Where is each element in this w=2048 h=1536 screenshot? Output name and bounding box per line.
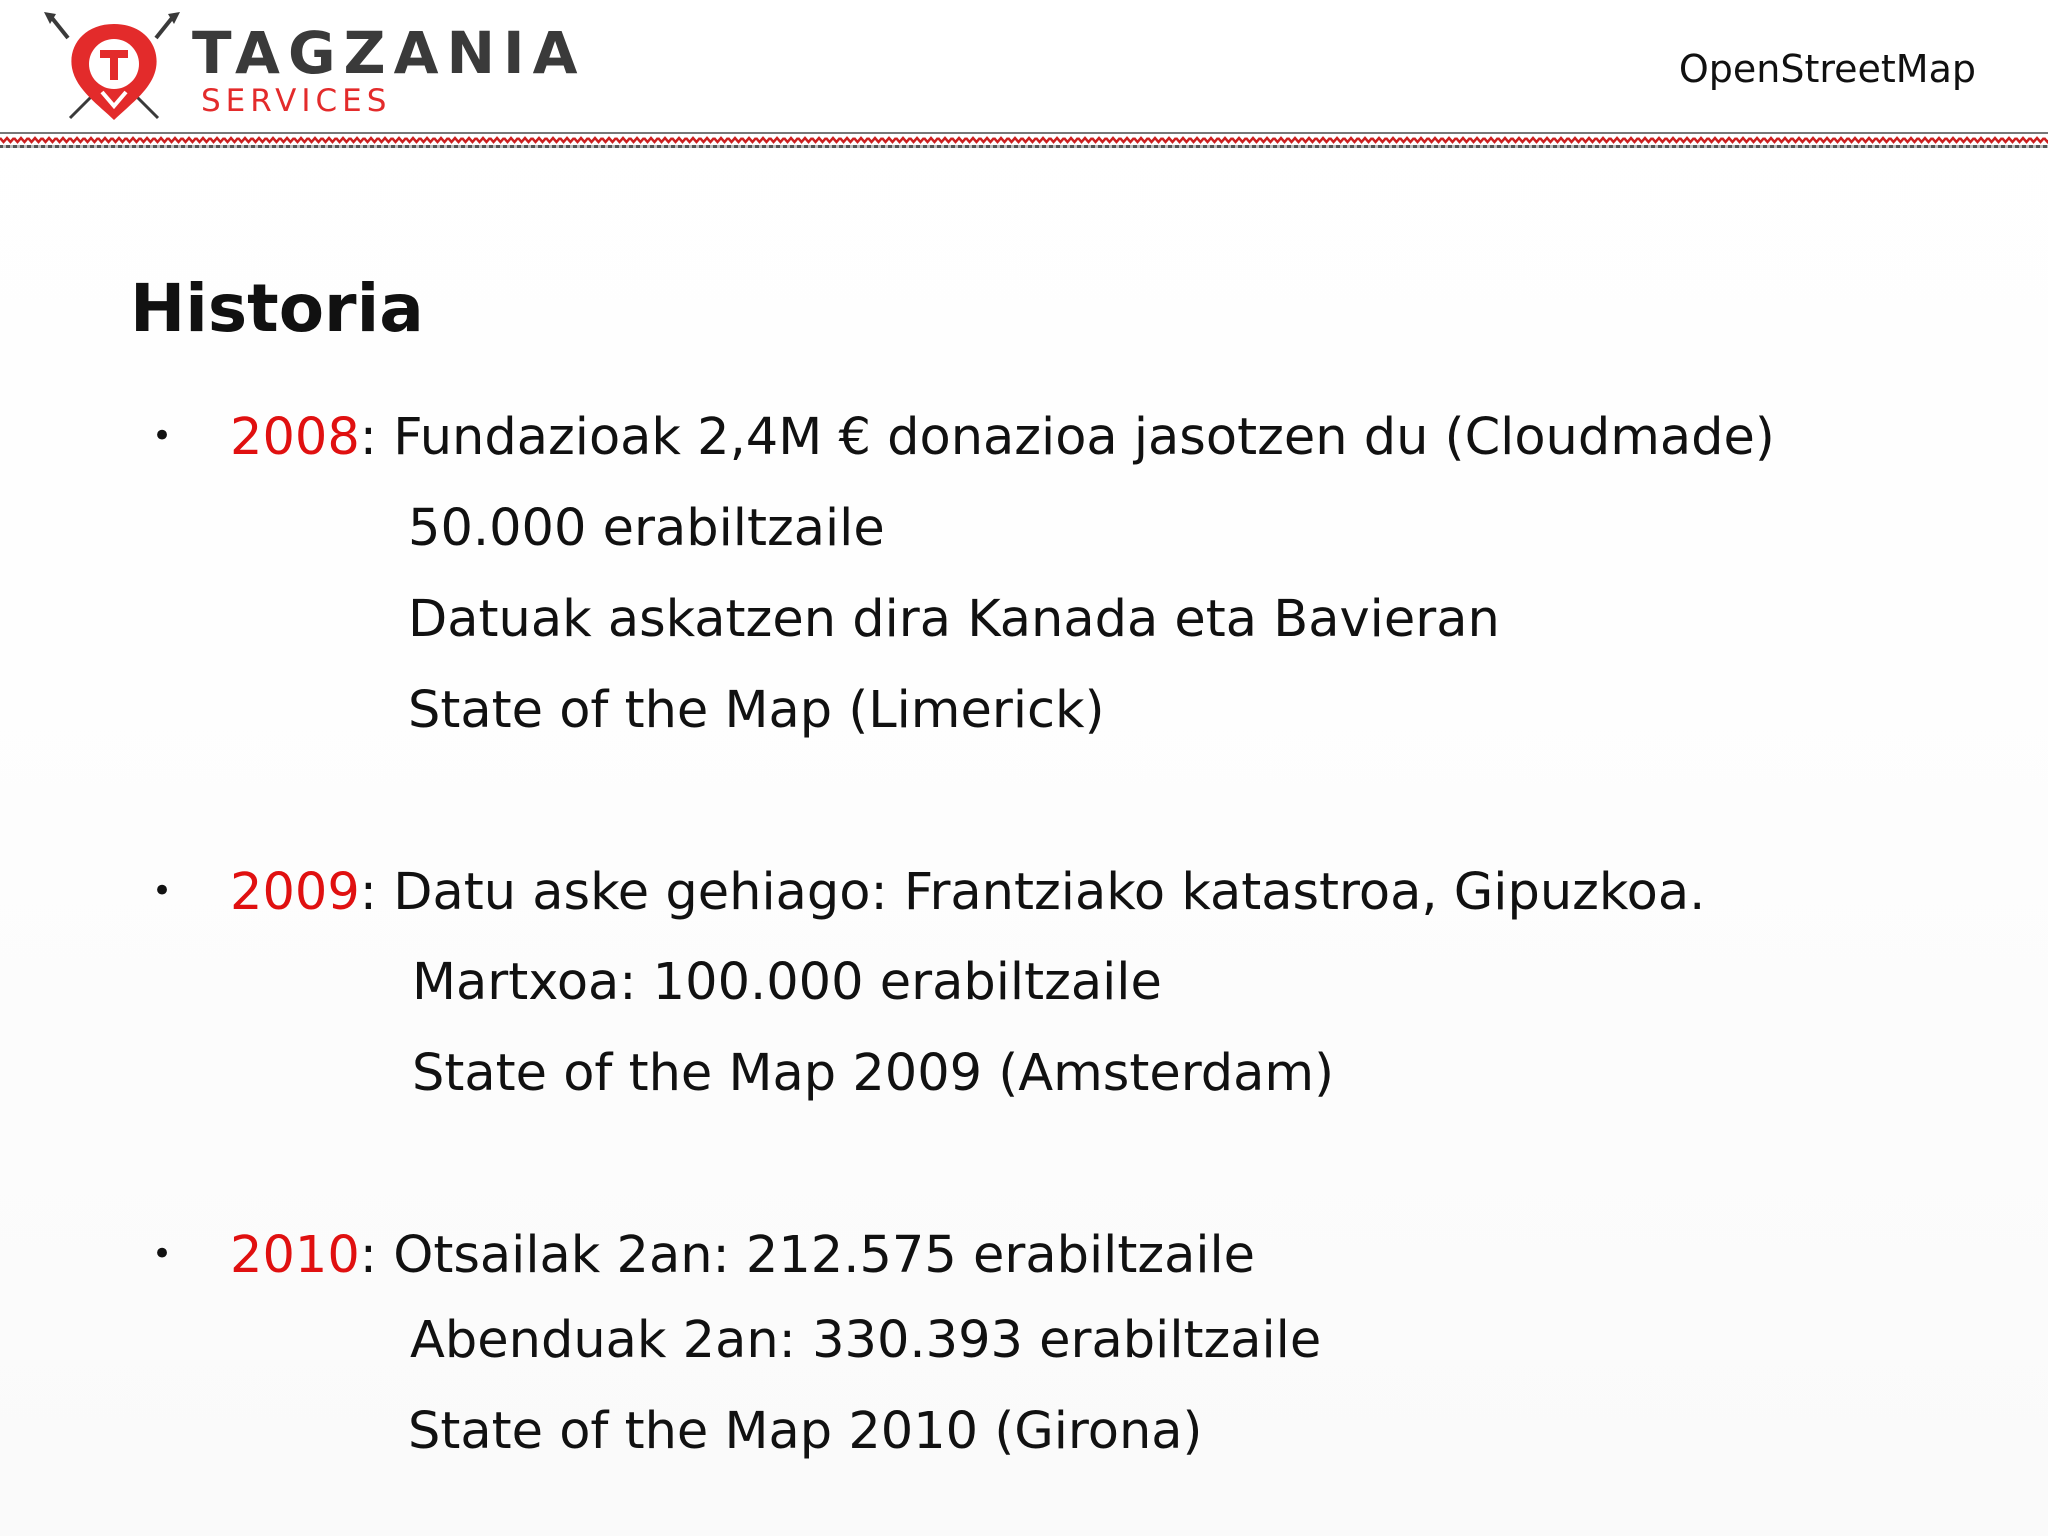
entry-2008-sub-2: Datuak askatzen dira Kanada eta Bavieran <box>408 590 1500 649</box>
decorative-border-band <box>0 130 2048 150</box>
entry-lead-text: : Datu aske gehiago: Frantziako katastroa, Gipuzkoa. <box>359 863 1706 922</box>
entry-year: 2010 <box>230 1226 360 1285</box>
bullet-marker: • <box>152 871 173 911</box>
slide-title: Historia <box>130 270 424 347</box>
entry-2008-sub-1: 50.000 erabiltzaile <box>408 499 885 558</box>
entry-2009-lead <box>230 863 1706 922</box>
logo-subtitle: SERVICES <box>201 83 392 119</box>
entry-year: 2008 <box>230 408 360 467</box>
entry-lead-text: : Fundazioak 2,4M € donazioa jasotzen du (Cloudmade) <box>359 408 1775 467</box>
tagzania-pin-icon <box>40 6 190 126</box>
entry-year: 2009 <box>230 863 360 922</box>
entry-lead-text: : Otsailak 2an: 212.575 erabiltzaile <box>359 1226 1256 1285</box>
entry-2009-sub-1: Martxoa: 100.000 erabiltzaile <box>412 953 1162 1012</box>
entry-2008-lead <box>230 408 1775 467</box>
bullet-marker: • <box>152 1234 173 1274</box>
entry-2008-sub-3: State of the Map (Limerick) <box>408 681 1105 740</box>
entry-2010-lead <box>230 1226 1256 1285</box>
entry-2010-sub-2: State of the Map 2010 (Girona) <box>408 1402 1203 1461</box>
tagzania-logo <box>40 6 586 126</box>
entry-2009-sub-2: State of the Map 2009 (Amsterdam) <box>412 1044 1335 1103</box>
header-title: OpenStreetMap <box>1678 47 1976 91</box>
slide-header <box>0 0 2048 150</box>
entry-2010-sub-1: Abenduak 2an: 330.393 erabiltzaile <box>410 1311 1322 1370</box>
logo-wordmark: TAGZANIA <box>192 19 586 87</box>
bullet-marker: • <box>152 416 173 456</box>
